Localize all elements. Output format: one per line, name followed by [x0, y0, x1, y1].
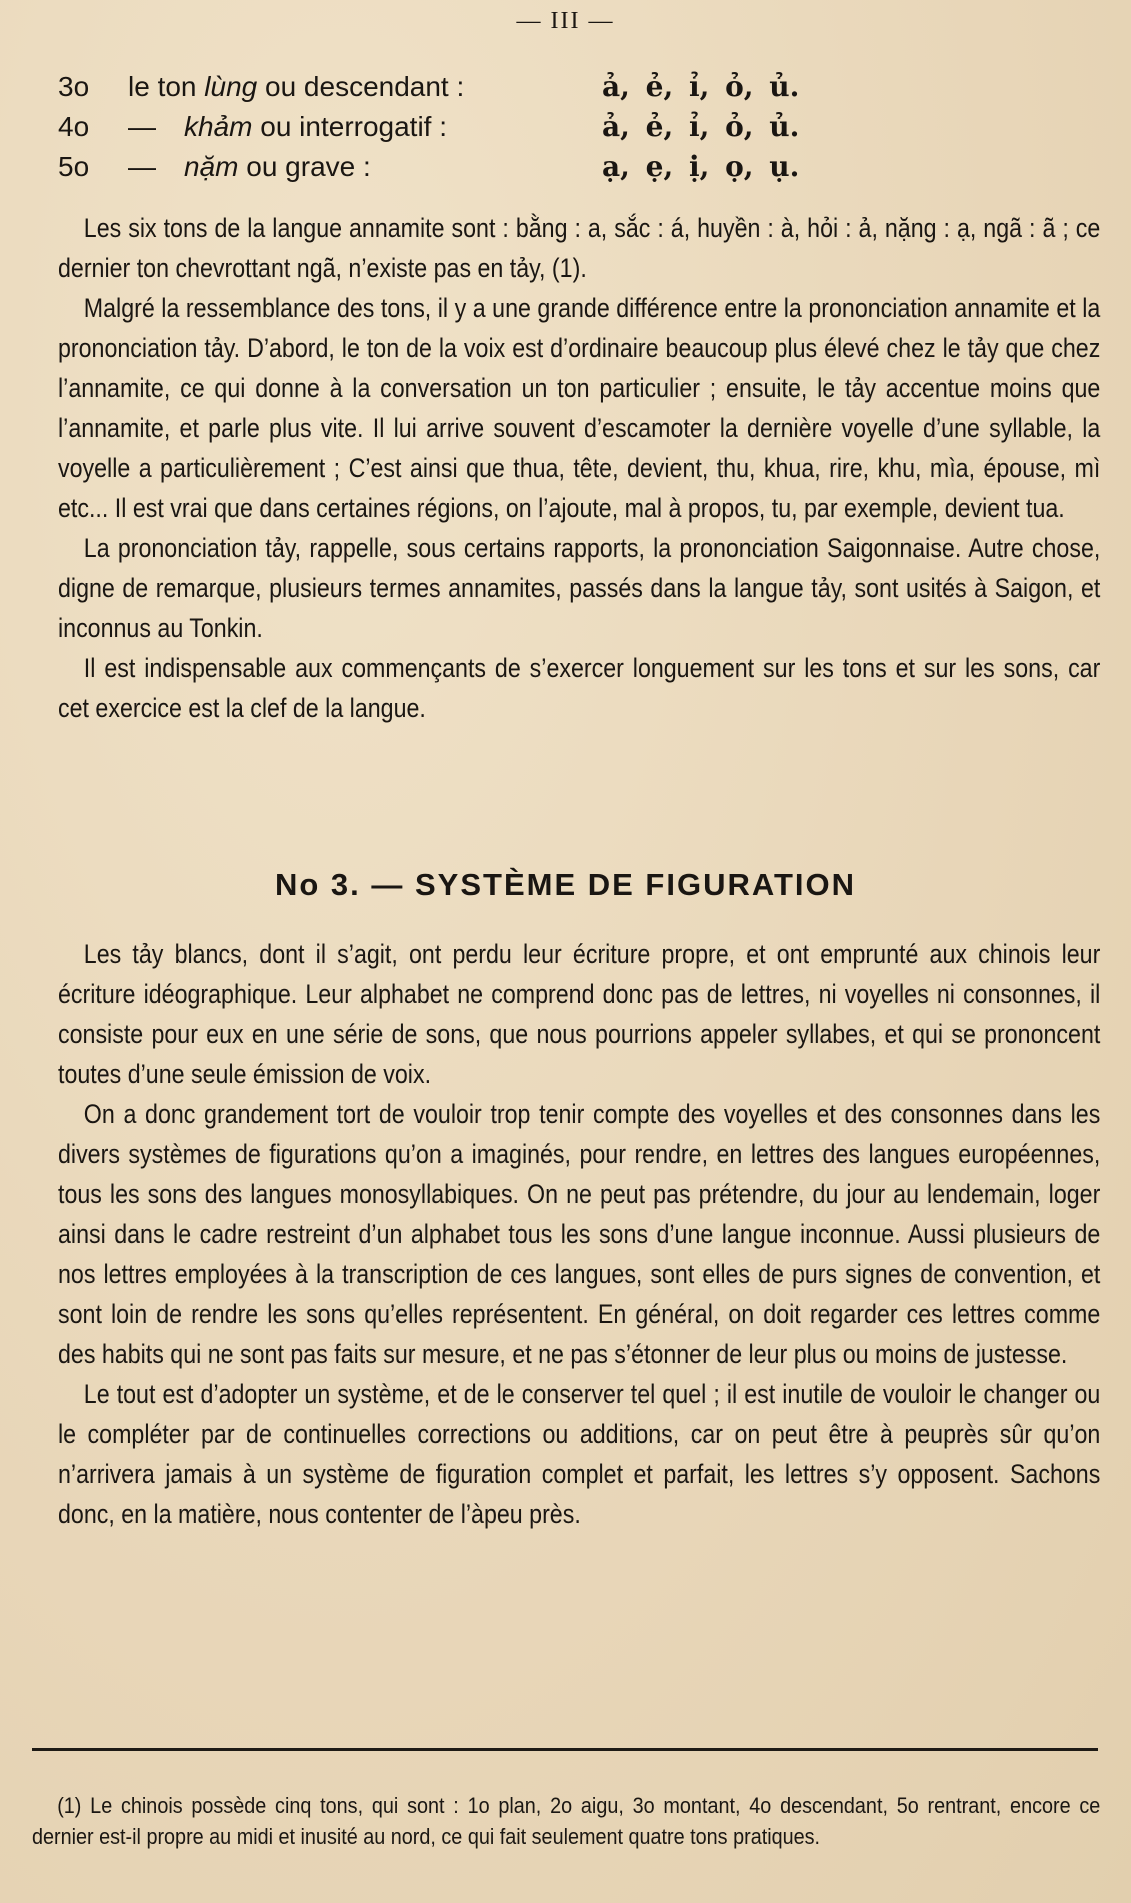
page-number: — III —: [516, 8, 615, 34]
tone-term: nặm: [184, 151, 239, 182]
tone-number: 3o: [58, 71, 90, 102]
tone-label-post: ou interrogatif :: [252, 111, 448, 142]
tones-list: [58, 70, 799, 190]
paragraph-six-tones: Les six tons de la langue annamite sont : bằng : a, sắc : á, huyền : à, hỏi : ả, nặng : ạ, ngã : ã ; ce dernier ton chevrottant ngã, n’existe pas en tảy, (1).: [58, 213, 1101, 283]
footnote: [32, 1790, 1101, 1852]
paragraph-systemes: On a donc grandement tort de vouloir trop tenir compte des voyelles et des consonnes dans les divers systèmes de figurations qu’on a imaginés, pour rendre, en lettres des langues européennes, tous les sons des langues monosyllabiques. On ne peut pas prétendre, du jour au lendemain, loger ainsi dans le cadre restreint d’un alphabet tous les sons d’une langue inconnue. Aussi plusieurs de nos lettres employées à la transcription de ces langues, sont elles de purs signes de convention, et sont loin de rendre les sons qu’elles représentent. En général, on doit regarder ces lettres comme des habits qui ne sont pas faits sur mesure, et ne pas s’étonner de leur plus ou moins de justesse.: [58, 1099, 1101, 1369]
tone-row-4: [58, 110, 799, 150]
paragraph-ecriture: Les tảy blancs, dont il s’agit, ont perdu leur écriture propre, et ont emprunté aux chinois leur écriture idéographique. Leur alphabet ne comprend donc pas de lettres, ni voyelles ni consonnes, il consiste pour eux en une série de sons, que nous pourrions appeler syllabes, et qui se prononcent toutes d’une seule émission de voix.: [58, 939, 1101, 1089]
footnote-text: (1) Le chinois possède cinq tons, qui sont : 1o plan, 2o aigu, 3o montant, 4o descendant, 5o rentrant, encore ce dernier est-il propre au midi et inusité au nord, ce qui fait seulement quatre tons pratiques.: [32, 1793, 1101, 1849]
tone-row-5: [58, 150, 799, 190]
tone-vowels: ả, ẻ, ỉ, ỏ, ủ.: [602, 70, 800, 103]
tone-label: [128, 71, 602, 103]
ditto-dash: —: [128, 151, 156, 182]
body-part-2: [58, 934, 1101, 1534]
tone-vowels: ạ, ẹ, ị, ọ, ụ.: [602, 150, 800, 183]
tone-label: [184, 111, 602, 143]
ditto-dash: —: [128, 111, 156, 142]
paragraph-pronunciation-difference: Malgré la ressemblance des tons, il y a une grande différence entre la prononciation annamite et la prononciation tảy. D’abord, le ton de la voix est d’ordinaire beaucoup plus élevé chez le tảy que chez l’annamite, ce qui donne à la conversation un ton particulier ; ensuite, le tảy accentue moins que l’annamite, et parle plus vite. Il lui arrive souvent d’escamoter la dernière voyelle d’une syllable, la voyelle a particulièrement ; C’est ainsi que thua, tête, devient, thu, khua, rire, khu, mìa, épouse, mì etc... Il est vrai que dans certaines régions, on l’ajoute, mal à propos, tu, par exemple, devient tua.: [58, 293, 1101, 523]
tone-term: lùng: [204, 71, 258, 102]
body-part-1: [58, 208, 1101, 728]
tone-row-3: [58, 70, 799, 110]
paragraph-adopter: Le tout est d’adopter un système, et de le conserver tel quel ; il est inutile de vouloir le changer ou le compléter par de continuelles corrections ou additions, car on peut être à peuprès sûr qu’on n’arrivera jamais à un système de figuration complet et parfait, les lettres s’y opposent. Sachons donc, en la matière, nous contenter de l’àpeu près.: [58, 1379, 1101, 1529]
tone-number: 4o: [58, 111, 90, 142]
tone-label-post: ou grave :: [238, 151, 371, 182]
paragraph-saigon: La prononciation tảy, rappelle, sous certains rapports, la prononciation Saigonnaise. Autre chose, digne de remarque, plusieurs termes annamites, passés dans la langue tảy, sont usités à Saigon, et inconnus au Tonkin.: [58, 533, 1101, 643]
paragraph-exercise: Il est indispensable aux commençants de s’exercer longuement sur les tons et sur les sons, car cet exercice est la clef de la langue.: [58, 653, 1101, 723]
tone-label-pre: le ton: [128, 71, 205, 102]
footnote-rule: [32, 1748, 1098, 1751]
tone-vowels: ả, ẻ, ỉ, ỏ, ủ.: [602, 110, 800, 143]
tone-label-post: ou descendant :: [257, 71, 465, 102]
tone-number: 5o: [58, 151, 90, 182]
tone-term: khảm: [184, 111, 253, 142]
section-heading: No 3. — SYSTÈME DE FIGURATION: [274, 867, 857, 902]
tone-label: [184, 151, 602, 183]
